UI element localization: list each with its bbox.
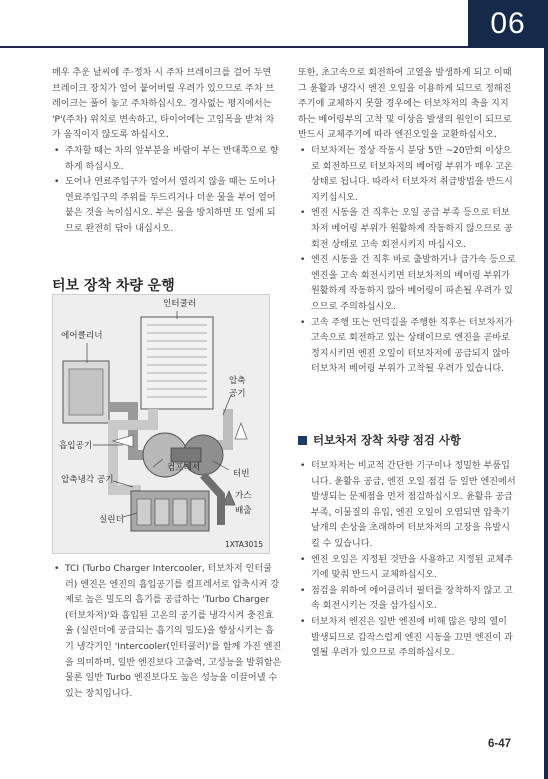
left-column (52, 66, 282, 238)
square-bullet-icon (298, 436, 307, 445)
list-item: • 고속 주행 또는 언덕길을 주행한 직후는 터보차저가 고속으로 회전하고 있는 상태이므로 엔진을 곧바로 정지시키면 엔진 오일이 터보차저에 공급되지 않아 터보차저 베어링 부위가 고착될 우려가 있습니다. (298, 316, 516, 378)
intercooler-shape (141, 317, 213, 409)
list-item: • 엔진 시동을 건 직후는 오일 공급 부족 등으로 터보차저 베어링 부위가 원활하게 작동하지 않으므로 공회전 상태로 고속 회전시키지 마십시오. (298, 206, 516, 253)
label-intercooler: 인터쿨러 (163, 299, 197, 309)
turbo-check-list (298, 459, 516, 662)
section-title: 터보 장착 차량 운행 (52, 278, 175, 294)
label-turbine: 터빈 (233, 469, 250, 479)
subheading-text: 터보차저 장착 차량 점검 사항 (313, 433, 461, 447)
list-item: • TCI (Turbo Charger Intercooler, 터보차저 인터쿨러) 엔진은 엔진의 흡입공기를 컴프레서로 압축시켜 강제로 높은 밀도의 흡기를 공급하는 'Turbo Charger (터보차저)'와 흡입된 고온의 공기를 냉각시켜 충진효율 (실린더에 공급되는 흡기의 밀도)을 향상시키는 흡기 냉각기인 'Intercooler(인터쿨러)'를 함께 가진 엔진을 의미하며, 일반 엔진보다 고출력, 고성능을 발휘함은 물론 일반 Turbo 엔진보다도 높은 성능을 이끌어낼 수 있는 장치입니다. (52, 562, 282, 702)
intro-paragraph: 매우 추운 날씨에 주·정차 시 주차 브레이크를 걸어 두면 브레이크 장치가 얼어 붙어버릴 우려가 있으므로 주차 브레이크는 풀어 놓고 주차하십시오. 경사없는 평지에서는 'P'(주차) 위치로 변속하고, 타이어에는 고임목을 받쳐 차가 움직이지 않도록 하십시오. (52, 68, 275, 141)
subheading (298, 432, 461, 448)
continuation-paragraph: 또한, 초고속으로 회전하여 고열을 발생하게 되고 이때 그 윤활과 냉각시 엔진 오일을 이용하게 되므로 정해진 주기에 교체하지 못할 경우에는 터보차저의 축을 지지하는 베어링부의 고착 및 이상음 발생의 원인이 되므로 반드시 교체주기에 따라 엔진오일을 교환하십시오. (298, 68, 512, 141)
header-rule (0, 46, 468, 48)
turbo-handling-list (298, 144, 516, 378)
figure-note (52, 562, 282, 702)
check-list-column (298, 459, 516, 662)
parking-tips-list (52, 144, 282, 238)
list-item: • 터보차저는 정상 작동시 분당 5만 ~20만회 이상으로 회전하므로 터보차저의 베어링 부위가 매우 고온상태로 됩니다. 따라서 터보차저 취급방법을 반드시 지키십시오. (298, 144, 516, 206)
label-exhaust-gas: 가스 배출 (235, 491, 252, 516)
list-item: • 엔진 시동을 건 직후 바로 출발하거나 급가속 등으로 엔진을 고속 회전시키면 터보차저의 베어링 부위가 원활하게 작동하지 않아 베어링이 파손될 우려가 있으므로 주의하십시오. (298, 253, 516, 315)
right-column (298, 66, 516, 378)
turbo-diagram (52, 294, 270, 554)
chapter-tab: 06 (468, 0, 548, 48)
label-air-cleaner: 에어클리너 (61, 331, 103, 341)
list-item: • 점검을 위하여 에어클리너 필터를 장착하지 않고 고속 회전시키는 것을 삼가십시오. (298, 584, 516, 615)
label-compressed-air: 압축 공기 (229, 376, 246, 399)
list-item: • 주차할 때는 차의 앞부분을 바람이 부는 반대쪽으로 향하게 하십시오. (52, 144, 282, 175)
label-cylinder: 실린더 (99, 515, 124, 525)
chapter-edge-strip (544, 48, 548, 779)
label-compressor: 컴프레서 (167, 463, 201, 473)
label-cooled-air: 압축냉각 공기 (61, 475, 114, 485)
list-item: • 터보차저는 비교적 간단한 기구이나 정밀한 부품입니다. 윤활유 공급, 엔진 오일 점검 등 일반 엔진에서 발생되는 문제점을 먼저 점검하십시오. 윤활유 공급 부족, 이물질의 유입, 엔진 오일이 오염되면 압축기 날개의 손상을 초래하여 터보차저의 고장을 유발시킬 수 있습니다. (298, 459, 516, 553)
list-item: • 엔진 오일은 지정된 것만을 사용하고 지정된 교체주기에 맞춰 반드시 교체하십시오. (298, 553, 516, 584)
list-item: • 터보차저 엔진은 일반 엔진에 비해 많은 양의 열이 발생되므로 갑작스럽게 엔진 시동을 끄면 엔진이 과열될 우려가 있으므로 주의하십시오. (298, 615, 516, 662)
figure-code: 1XTA3015 (225, 540, 263, 549)
page-number: 6-47 (488, 738, 512, 750)
list-item: • 도어나 연료주입구가 얼어서 열리지 않을 때는 도어나 연료주입구의 주위를 두드리거나 더운 물을 부어 얼어붙은 것을 녹이십시오. 부은 물을 방치하면 또 얼게 되므로 완전히 닦아 내십시오. (52, 175, 282, 237)
label-intake-air: 흡입공기 (59, 441, 93, 451)
